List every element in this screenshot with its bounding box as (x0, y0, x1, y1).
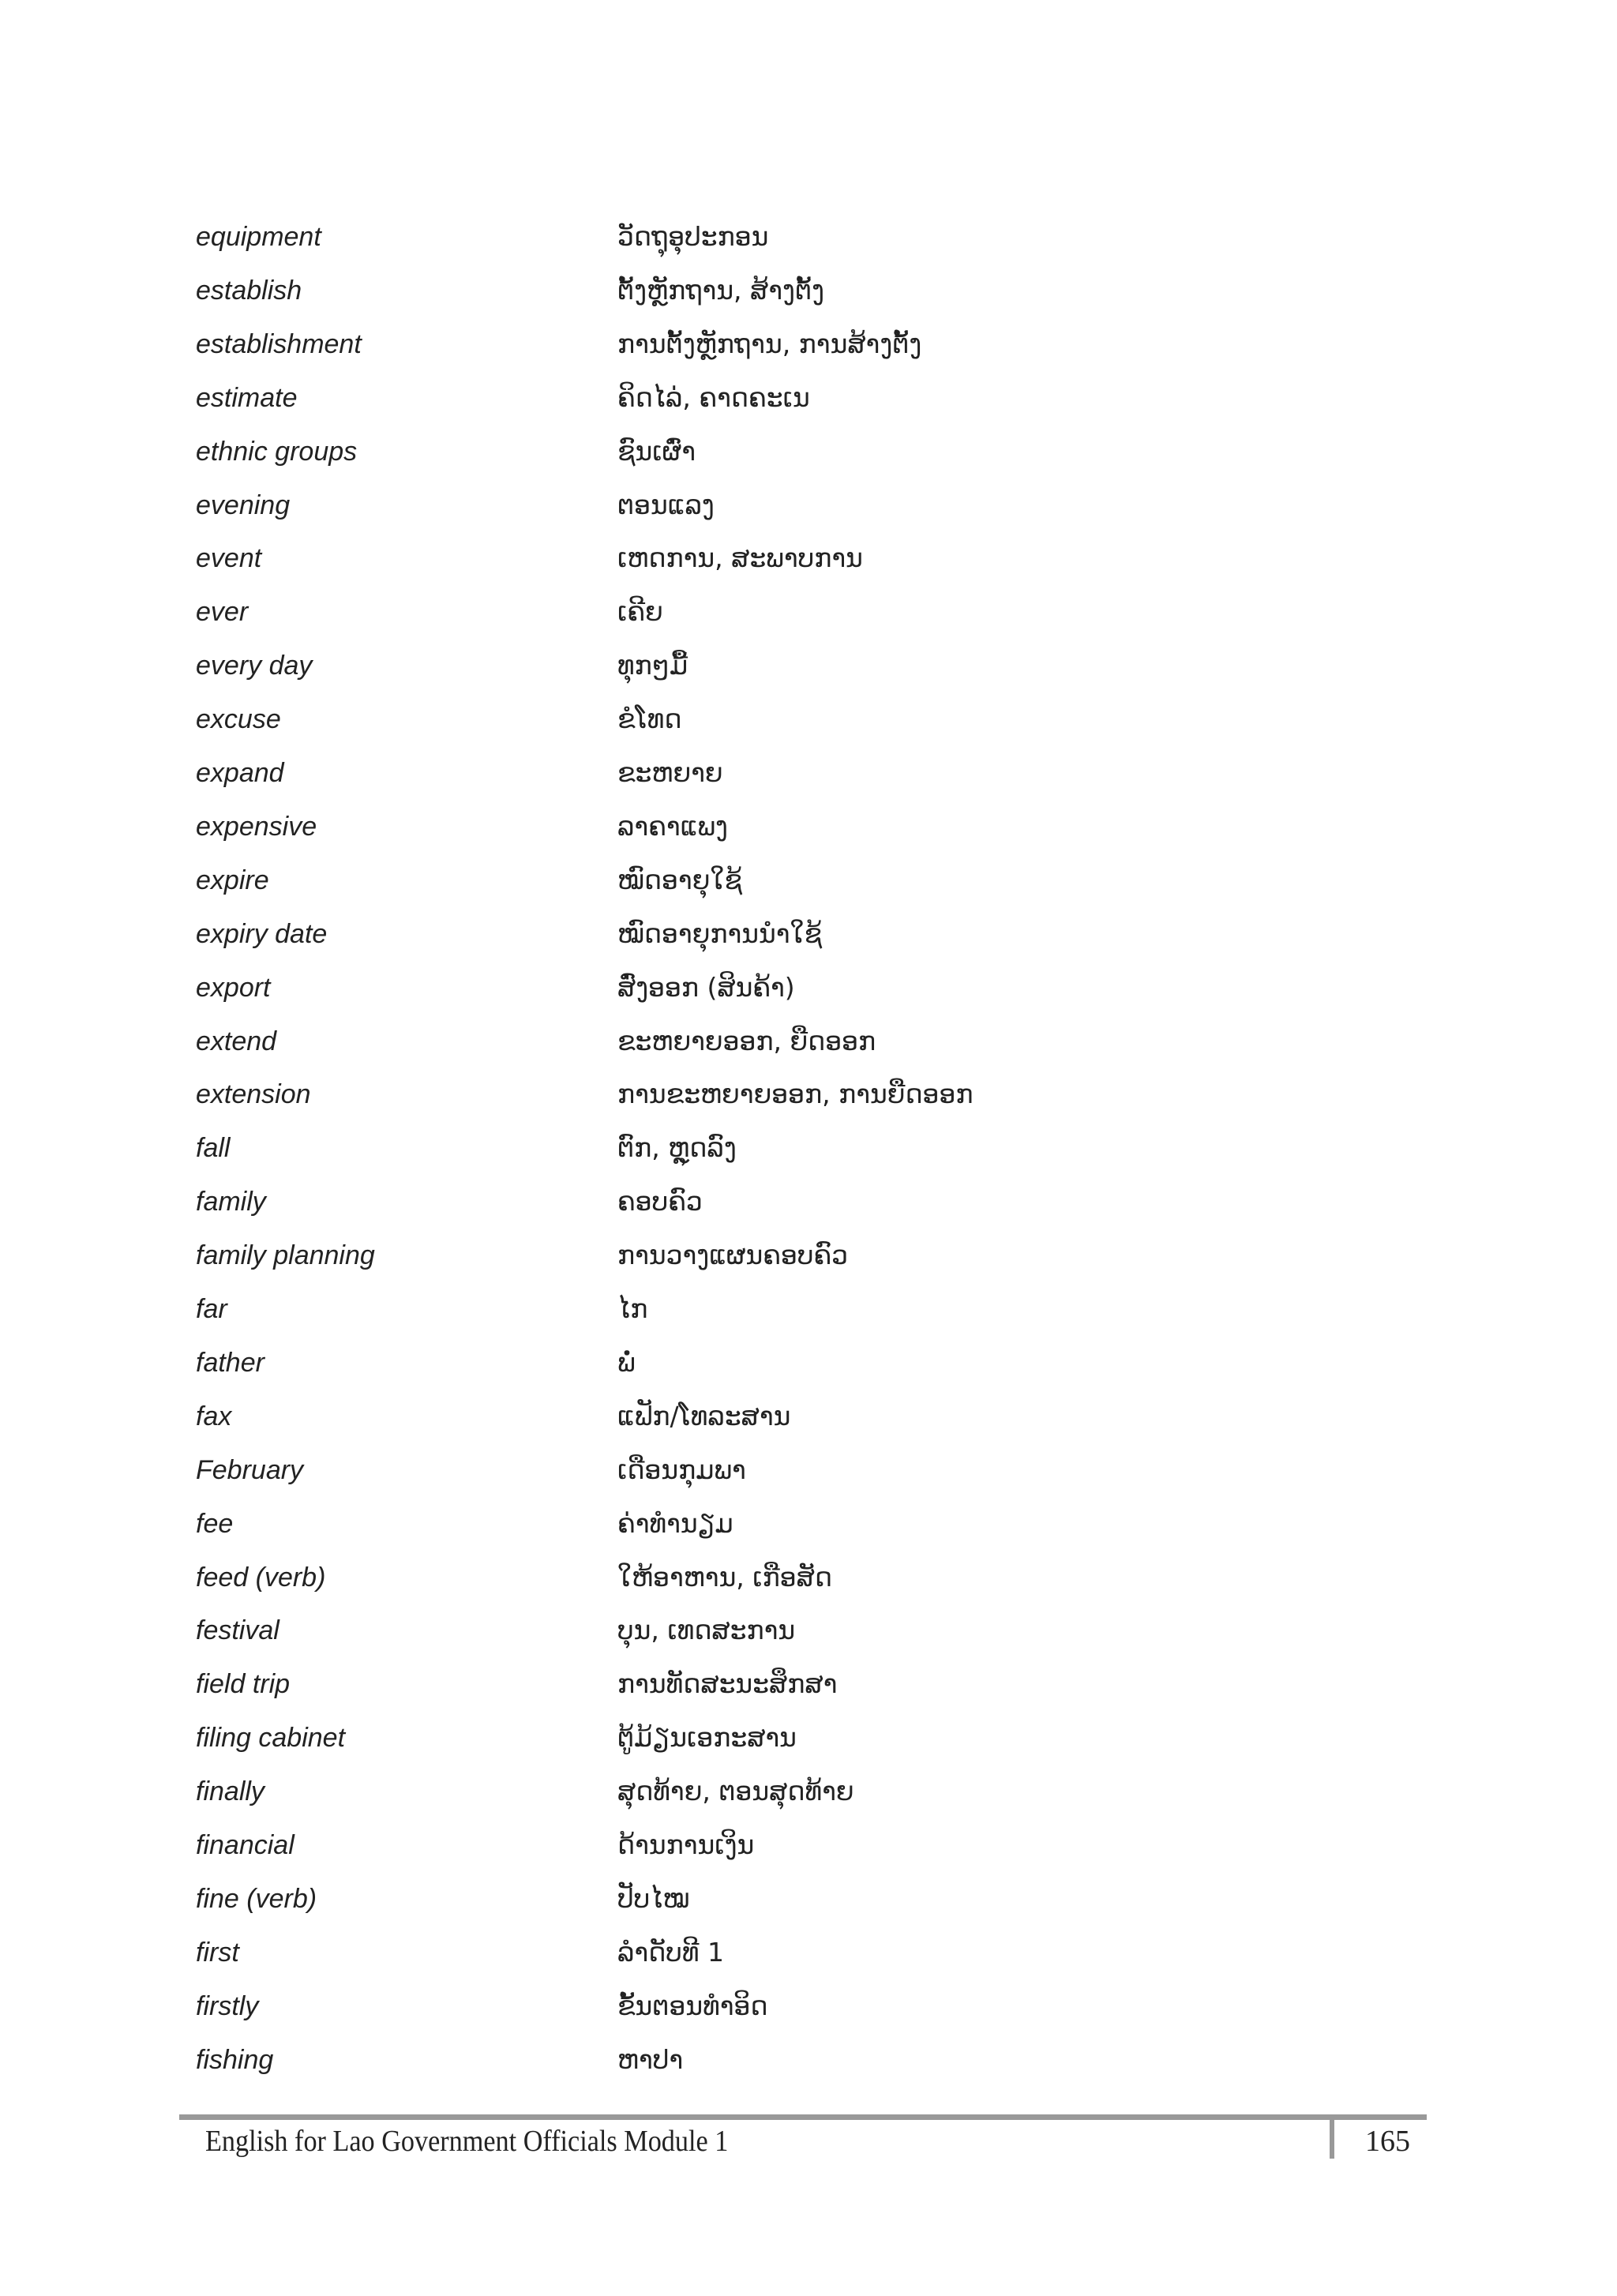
english-term: extend (196, 1026, 277, 1056)
english-term: event (196, 543, 262, 574)
glossary-entry (0, 1229, 1617, 1282)
glossary-entry (0, 585, 1617, 639)
english-term: festival (196, 1615, 280, 1646)
english-term: father (196, 1347, 264, 1378)
lao-translation: ການວາງແຜນຄອບຄົວ (617, 1240, 849, 1271)
footer-rule (179, 2114, 1427, 2120)
lao-translation: ຫາປາ (617, 2043, 684, 2075)
lao-translation: ແຟັກ/ໂທລະສານ (617, 1400, 791, 1431)
footer-divider (1330, 2114, 1334, 2159)
lao-translation: ດ້ານການເງິນ (617, 1829, 755, 1860)
glossary-entry (0, 1175, 1617, 1229)
glossary-entry (0, 1979, 1617, 2033)
footer-title: English for Lao Government Officials Module 1 (205, 2125, 729, 2158)
lao-translation: ເຫດການ, ສະພາບການ (617, 542, 863, 574)
english-term: far (196, 1294, 227, 1324)
glossary-entry (0, 1015, 1617, 1068)
lao-translation: ຊົນເຜົ່າ (617, 435, 696, 467)
english-term: establishment (196, 328, 362, 359)
lao-translation: ພໍ່ (617, 1346, 636, 1378)
lao-translation: ບຸນ, ເທດສະການ (617, 1615, 796, 1646)
glossary-entry (0, 800, 1617, 853)
english-term: evening (196, 490, 291, 520)
glossary-entry (0, 1067, 1617, 1121)
glossary-entry (0, 210, 1617, 264)
glossary-entry (0, 371, 1617, 425)
english-term: establish (196, 275, 302, 306)
lao-translation: ຕອນແລງ (617, 489, 715, 520)
lao-translation: ຄອບຄົວ (617, 1186, 703, 1217)
glossary-entry (0, 1121, 1617, 1175)
english-term: feed (verb) (196, 1562, 326, 1593)
glossary-entry (0, 1657, 1617, 1711)
english-term: ever (196, 597, 249, 628)
english-term: every day (196, 651, 313, 681)
english-term: field trip (196, 1669, 291, 1700)
lao-translation: ລຳດັບທີ 1 (617, 1936, 725, 1968)
glossary-entry (0, 317, 1617, 371)
english-term: fall (196, 1133, 231, 1164)
english-term: filing cabinet (196, 1723, 346, 1754)
glossary-entry (0, 1390, 1617, 1443)
lao-translation: ໝົດອາຍຸໃຊ້ (617, 864, 743, 895)
english-term: expensive (196, 811, 317, 842)
lao-translation: ໄກ (617, 1293, 648, 1324)
lao-translation: ຂະຫຍາຍອອກ, ຍືດອອກ (617, 1025, 876, 1056)
lao-translation: ວັດຖຸອຸປະກອນ (617, 221, 769, 252)
english-term: estimate (196, 382, 298, 413)
glossary-entry (0, 961, 1617, 1015)
lao-translation: ສຸດທ້າຍ, ຕອນສຸດທ້າຍ (617, 1776, 854, 1807)
english-term: equipment (196, 222, 321, 252)
lao-translation: ປັບໄໝ (617, 1882, 690, 1914)
lao-translation: ຂັ້ນຕອນທຳອິດ (617, 1990, 768, 2021)
lao-translation: ຕັ້ງຫຼັກຖານ, ສ້າງຕັ້ງ (617, 274, 825, 306)
glossary-entry (0, 1604, 1617, 1657)
lao-translation: ຂໍໂທດ (617, 703, 682, 735)
glossary-entry (0, 1443, 1617, 1497)
english-term: fee (196, 1508, 234, 1539)
lao-translation: ໃຫ້ອາຫານ, ເກືອສັດ (617, 1561, 832, 1593)
glossary-entry (0, 531, 1617, 585)
glossary-entry (0, 1926, 1617, 1979)
glossary-entry (0, 1818, 1617, 1872)
glossary-entry (0, 478, 1617, 532)
lao-translation: ຄ່າທຳນຽມ (617, 1507, 733, 1539)
english-term: financial (196, 1830, 295, 1860)
glossary-entry (0, 1282, 1617, 1336)
lao-translation: ເຄີຍ (617, 596, 663, 628)
english-term: excuse (196, 704, 281, 735)
english-term: firstly (196, 1990, 259, 2021)
english-term: ethnic groups (196, 436, 358, 467)
glossary-entry (0, 1551, 1617, 1604)
glossary-entry (0, 264, 1617, 317)
english-term: expire (196, 865, 269, 895)
glossary-entry (0, 1336, 1617, 1390)
lao-translation: ການທັດສະນະສຶກສາ (617, 1668, 838, 1700)
glossary-entry (0, 2033, 1617, 2087)
glossary-entry (0, 853, 1617, 907)
glossary-entry (0, 692, 1617, 746)
glossary-entry (0, 907, 1617, 961)
glossary-entry (0, 1872, 1617, 1926)
lao-translation: ທຸກໆມື້ (617, 650, 688, 681)
lao-translation: ໝົດອາຍຸການນຳໃຊ້ (617, 917, 823, 949)
glossary-entry (0, 746, 1617, 800)
english-term: family planning (196, 1240, 375, 1271)
lao-translation: ຕົກ, ຫຼຸດລົງ (617, 1132, 737, 1164)
lao-translation: ລາຄາແພງ (617, 810, 728, 842)
page-number: 165 (1365, 2125, 1410, 2158)
english-term: fax (196, 1401, 232, 1431)
english-term: family (196, 1187, 266, 1217)
lao-translation: ຂະຫຍາຍ (617, 757, 723, 788)
english-term: fishing (196, 2044, 274, 2075)
lao-translation: ເດືອນກຸມພາ (617, 1454, 746, 1485)
lao-translation: ການຂະຫຍາຍອອກ, ການຍືດອອກ (617, 1079, 974, 1110)
english-term: finally (196, 1776, 264, 1807)
english-term: fine (verb) (196, 1883, 317, 1914)
english-term: February (196, 1454, 304, 1485)
lao-translation: ສົ່ງອອກ (ສິນຄ້າ) (617, 971, 795, 1003)
glossary-entry (0, 425, 1617, 478)
english-term: export (196, 972, 271, 1003)
lao-translation: ຄິດໄລ່, ຄາດຄະເນ (617, 381, 810, 413)
english-term: extension (196, 1079, 311, 1110)
glossary-entry (0, 1765, 1617, 1818)
lao-translation: ຕູ້ມ້ຽນເອກະສານ (617, 1722, 797, 1754)
glossary-entry (0, 1711, 1617, 1765)
english-term: first (196, 1937, 239, 1968)
english-term: expiry date (196, 918, 328, 949)
glossary-entry (0, 639, 1617, 692)
glossary-entry (0, 1497, 1617, 1551)
lao-translation: ການຕັ້ງຫຼັກຖານ, ການສ້າງຕັ້ງ (617, 328, 922, 359)
english-term: expand (196, 758, 284, 788)
